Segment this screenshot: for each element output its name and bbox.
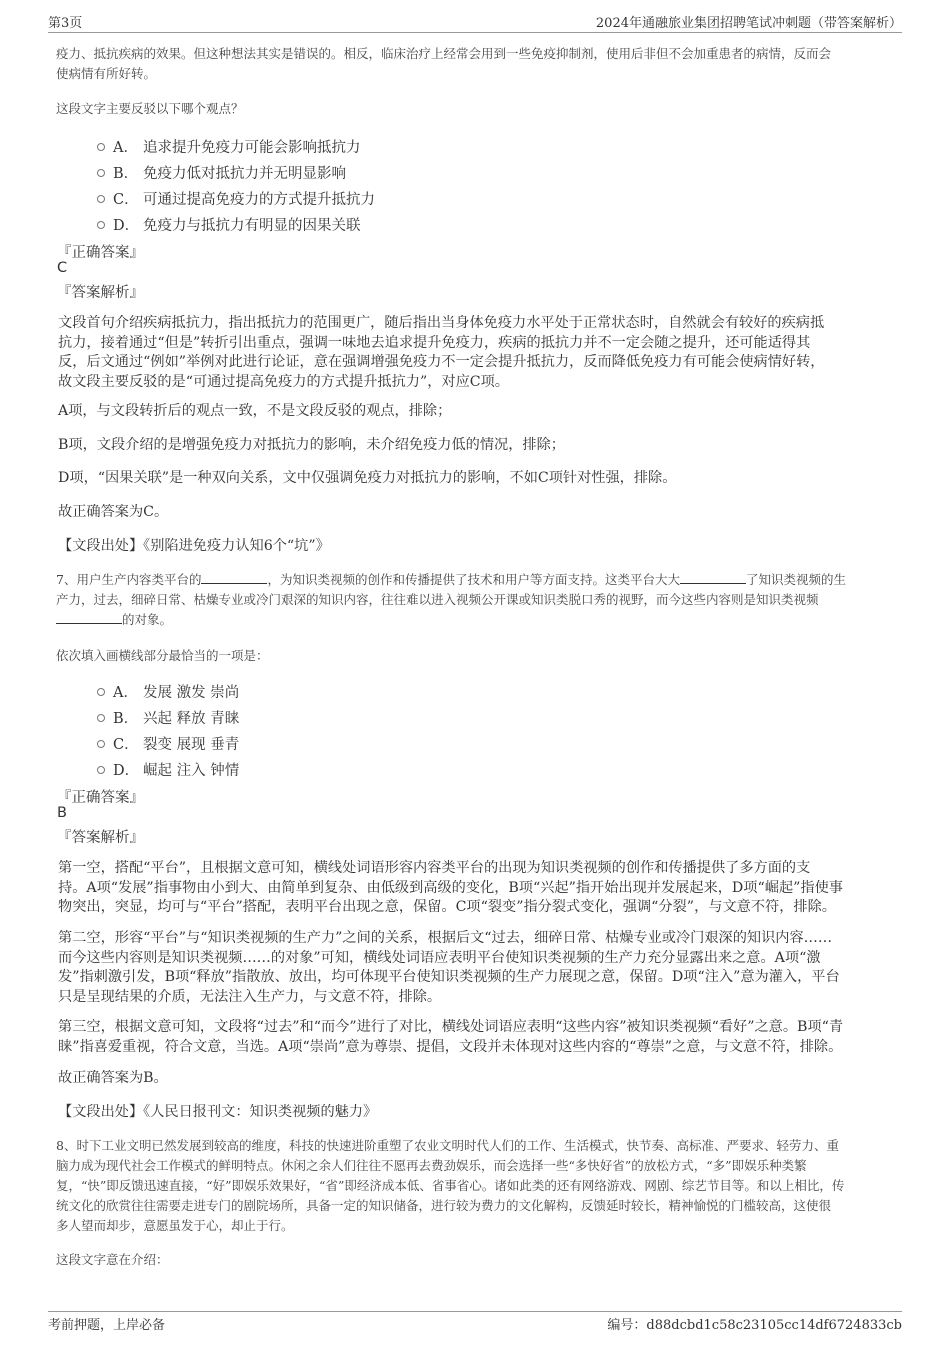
header-divider (48, 32, 902, 33)
q7-option-d[interactable]: D． 崛起 注入 钟情 (97, 759, 239, 780)
document-code: 编号：d88dcbd1c58c23105cc14df6724833cb (607, 1318, 902, 1333)
q7-conclusion: 故正确答案为B。 (58, 1070, 168, 1086)
q6-analysis-label: 『答案解析』 (57, 285, 144, 301)
q6-answer: C (57, 260, 68, 276)
q6-conclusion: 故正确答案为C。 (58, 504, 169, 520)
q6-stem-continued: 疫力、抵抗疾病的效果。但这种想法其实是错误的。相反，临床治疗上经常会用到一些免疫抑制剂，使用后非但不会加重患者的病情，反而会 使病情有所好转。 (56, 46, 832, 81)
q6-source: 【文段出处】《别陷进免疫力认知6个“坑”》 (58, 538, 330, 554)
q7-analysis-blank1: 第一空，搭配“平台”，且根据文意可知，横线处词语形容内容类平台的出现为知识类视频的创作和传播提供了多方面的支 持。A项“发展”指事物由小到大、由简单到复杂、由低级到高级的变化，B项“兴起”指开始出现并发展起来，D项“崛起”指使事 物突出，突显，均可与“平台”搭配，表明平台出现之意，保留。C项“裂变”指分裂式变化，强调“分裂”，与文意不符，排除。 (58, 860, 843, 915)
radio-icon[interactable] (97, 740, 105, 748)
blank-2 (680, 571, 746, 584)
q6-analysis-d: D项，“因果关联”是一种双向关系，文中仅强调免疫力对抵抗力的影响，不如C项针对性强，排除。 (58, 470, 677, 486)
radio-icon[interactable] (97, 221, 105, 229)
q7-option-a[interactable]: A． 发展 激发 崇尚 (97, 681, 239, 702)
q8-stem: 8、时下工业文明已然发展到较高的维度，科技的快速进阶重塑了农业文明时代人们的工作、生活模式，快节奏、高标准、严要求、轻劳力、重 脑力成为现代社会工作模式的鲜明特点。休闲之余人们往往不愿再去费劲娱乐，而会选择一些“多快好省”的放松方式，“多”即娱乐种类繁 复，“快”即反馈迅速直接，“好”即娱乐效果好，“省”即经济成本低、省事省心。诸如此类的还有网络游戏、网剧、综艺节目等。和以上相比，传 统文化的欣赏往往需要走进专门的剧院场所，具备一定的知识储备，进行较为费力的文化解构，反馈延时较长，精神愉悦的门槛较高，这使很 多人望而却步，意愿虽发于心，却止于行。 (56, 1138, 845, 1233)
q7-prompt: 依次填入画横线部分最恰当的一项是： (56, 648, 269, 663)
footer-slogan: 考前押题，上岸必备 (48, 1318, 166, 1333)
blank-3 (56, 611, 122, 624)
q7-analysis-blank3: 第三空，根据文意可知，文段将“过去”和“而今”进行了对比，横线处词语应表明“这些内容”被知识类视频“看好”之意。B项“青 睐”指喜爱重视，符合文意，当选。A项“崇尚”意为尊崇、提倡，文段并未体现对这些内容的“尊崇”之意，与文意不符，排除。 (58, 1019, 844, 1055)
q7-option-c[interactable]: C． 裂变 展现 垂青 (97, 733, 239, 754)
q7-answer: B (57, 805, 67, 821)
q7-answer-label: 『正确答案』 (57, 790, 144, 806)
q7-option-b[interactable]: B． 兴起 释放 青睐 (97, 707, 239, 728)
radio-icon[interactable] (97, 714, 105, 722)
q6-prompt: 这段文字主要反驳以下哪个观点？ (56, 101, 244, 116)
blank-1 (201, 571, 267, 584)
q8-prompt: 这段文字意在介绍： (56, 1252, 169, 1267)
q6-option-d[interactable]: D． 免疫力与抵抗力有明显的因果关联 (97, 214, 361, 235)
q6-option-b[interactable]: B． 免疫力低对抵抗力并无明显影响 (97, 162, 346, 183)
page-number: 第3页 (48, 16, 83, 31)
footer-divider (48, 1311, 902, 1312)
q6-analysis-a: A项，与文段转折后的观点一致，不是文段反驳的观点，排除； (58, 403, 452, 419)
radio-icon[interactable] (97, 143, 105, 151)
q6-option-c[interactable]: C． 可通过提高免疫力的方式提升抵抗力 (97, 188, 375, 209)
radio-icon[interactable] (97, 766, 105, 774)
radio-icon[interactable] (97, 195, 105, 203)
radio-icon[interactable] (97, 688, 105, 696)
q6-analysis-b: B项，文段介绍的是增强免疫力对抵抗力的影响，未介绍免疫力低的情况，排除； (58, 437, 565, 453)
q7-analysis-label: 『答案解析』 (57, 830, 144, 846)
q7-stem: 7、用户生产内容类平台的 ，为知识类视频的创作和传播提供了技术和用户等方面支持。这类平台大大 了知识类视频的生 产力，过去，细碎日常、枯燥专业或冷门艰深的知识内容，往往难以进入视频公开课或知识类脱口秀的视野，而今这些内容则是知识类视频 的对象。 (56, 572, 846, 627)
radio-icon[interactable] (97, 169, 105, 177)
q6-answer-label: 『正确答案』 (57, 245, 144, 261)
q6-analysis-main: 文段首句介绍疾病抵抗力，指出抵抗力的范围更广，随后指出当身体免疫力水平处于正常状态时，自然就会有较好的疾病抵 抗力，接着通过“但是”转折引出重点，强调一味地去追求提升免疫力，疾病的抵抗力并不一定会随之提升，还可能适得其 反，后文通过“例如”举例对此进行论证，意在强调增强免疫力不一定会提升抵抗力，反而降低免疫力有可能会使病情好转， 故文段主要反驳的是“可通过提高免疫力的方式提升抵抗力”，对应C项。 (58, 315, 825, 390)
q6-option-a[interactable]: A． 追求提升免疫力可能会影响抵抗力 (97, 136, 361, 157)
q7-analysis-blank2: 第二空，形容“平台”与“知识类视频的生产力”之间的关系，根据后文“过去，细碎日常、枯燥专业或冷门艰深的知识内容…… 而今这些内容则是知识类视频……的对象”可知，横线处词语应表明平台使知识类视频的生产力充分显露出来之意。A项“激 发”指刺激引发，B项“释放”指散放、放出，均可体现平台使知识类视频的生产力展现之意，保留。D项“注入”意为灌入，平台 只是呈现结果的介质，无法注入生产力，与文意不符，排除。 (58, 930, 840, 1005)
q7-source: 【文段出处】《人民日报刊文：知识类视频的魅力》 (58, 1104, 378, 1120)
document-title: 2024年通融旅业集团招聘笔试冲刺题（带答案解析） (595, 16, 902, 31)
